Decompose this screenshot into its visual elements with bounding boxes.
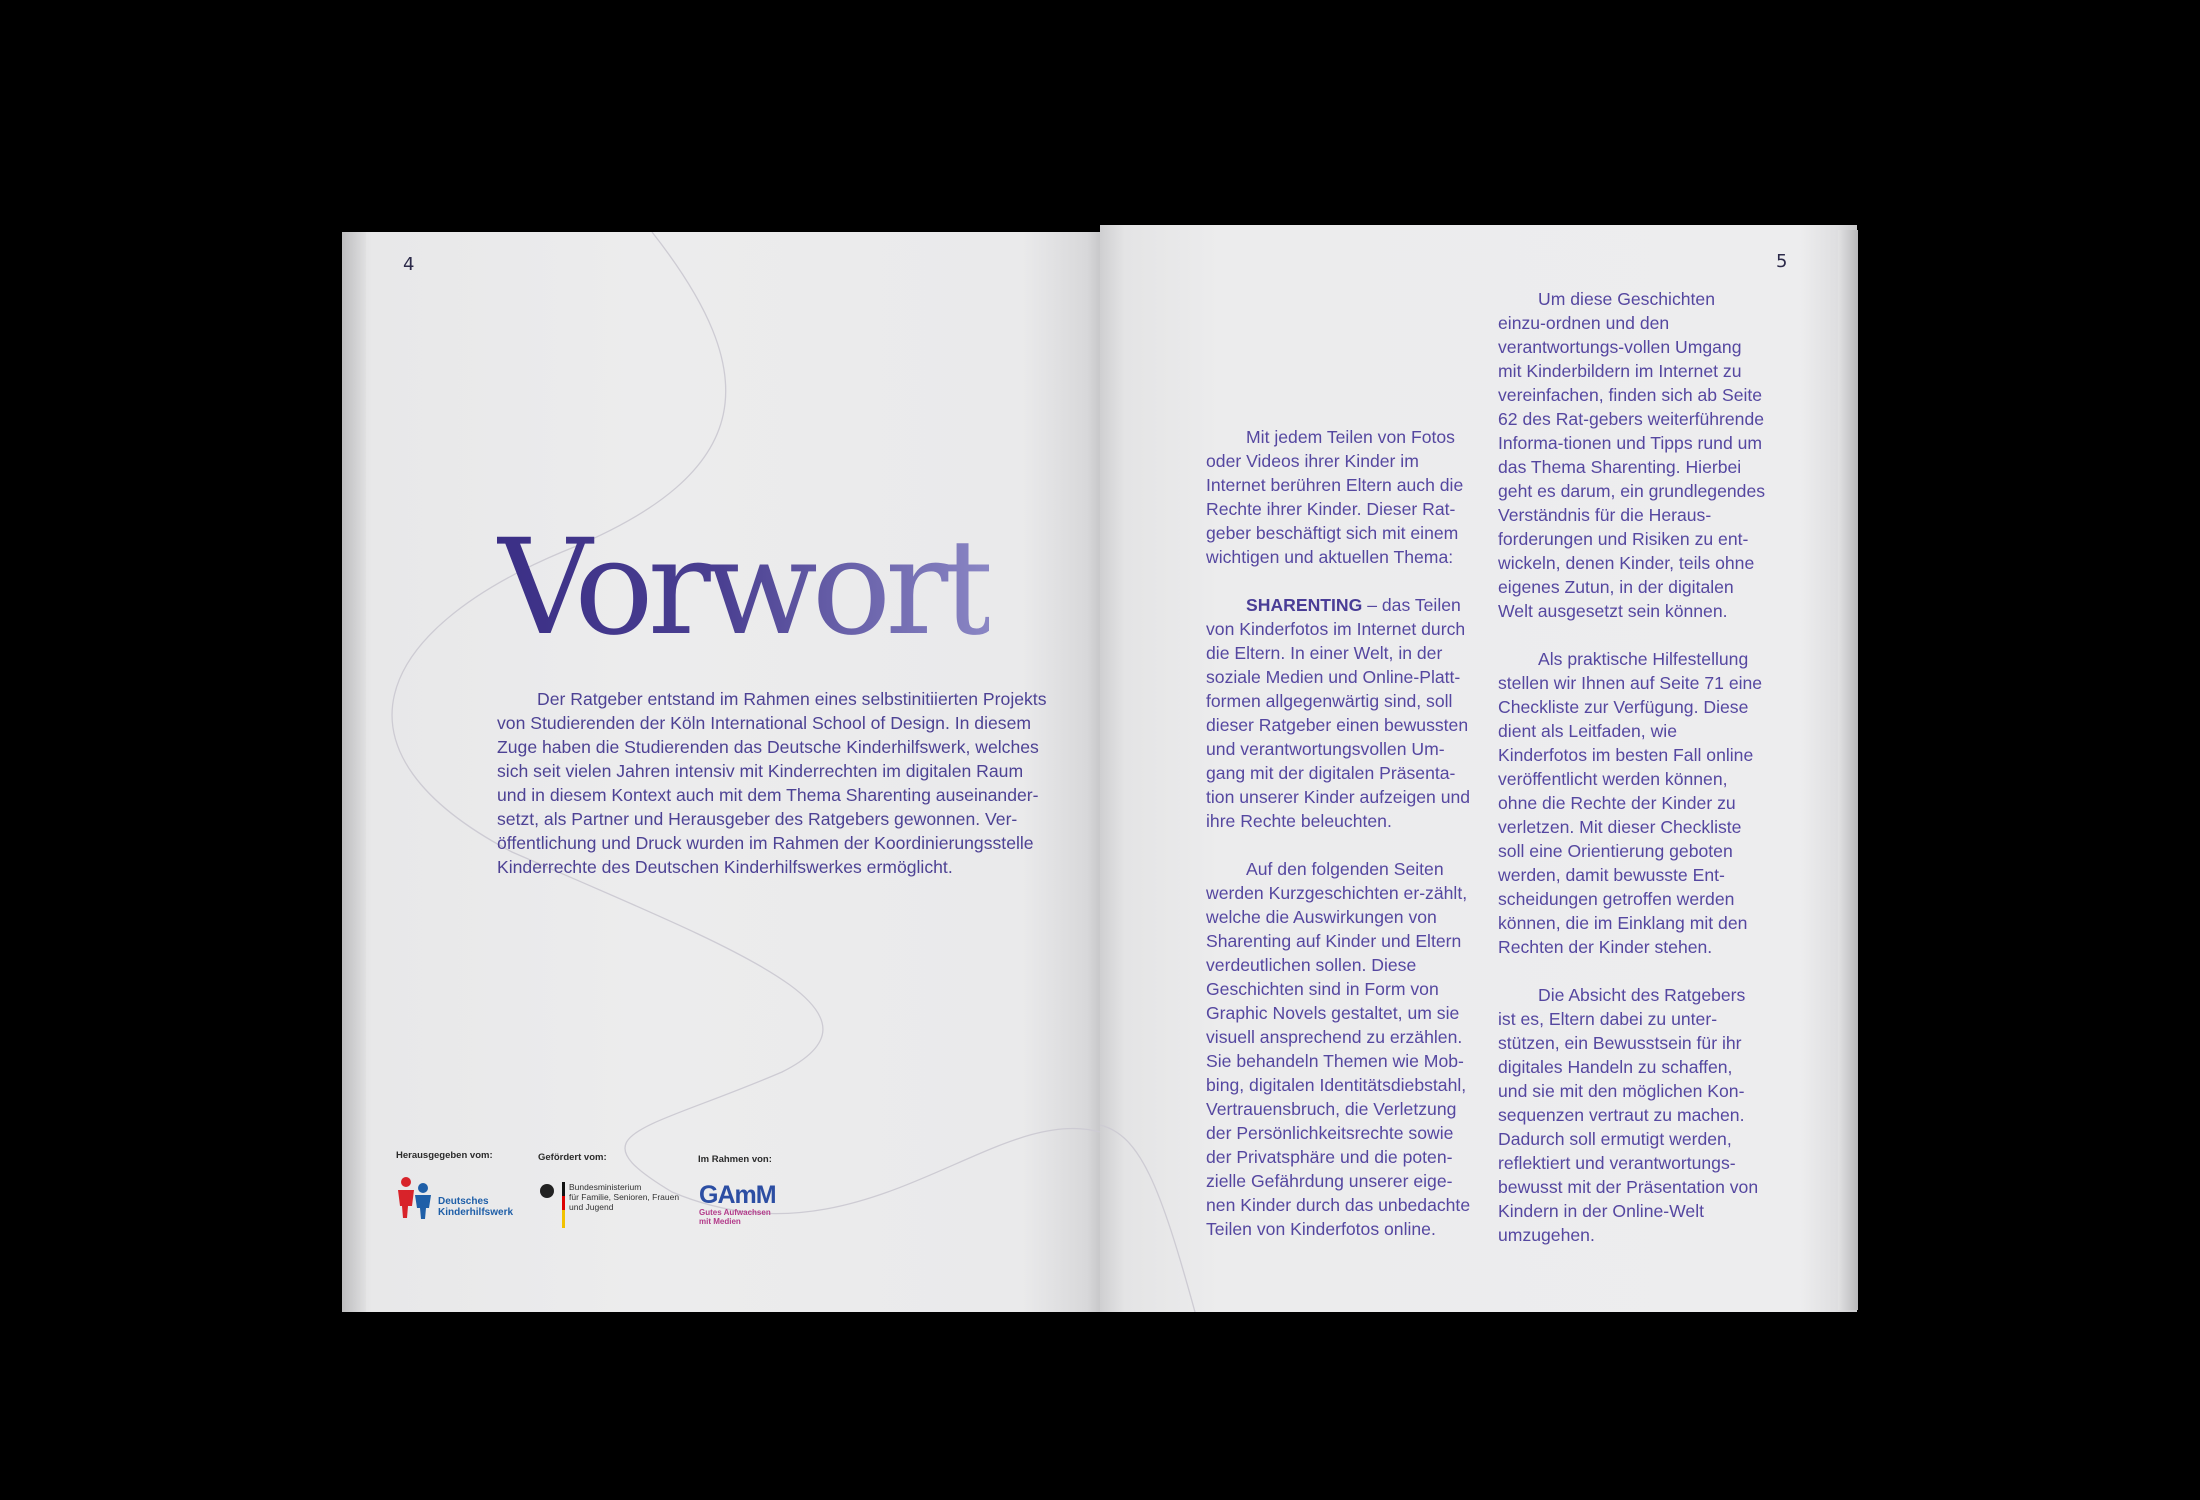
right-page [1100, 225, 1857, 1312]
col1-paragraph-3 [1206, 857, 1474, 1241]
col2-paragraph-3 [1498, 983, 1766, 1247]
bmfsfj-logo [538, 1180, 688, 1232]
gamm-logo-line1: Gutes Aufwachsen [699, 1208, 771, 1217]
col2-p3-text: Die Absicht des Ratgebers ist es, Eltern dabei zu unter-stützen, ein Bewusstsein für ihr digitales Handeln zu schaffen, und sie mit den möglichen Kon-sequenzen vertraut zu machen. Dadurch soll ermutigt werden, reflektiert und verantwortungs-bewusst mit der Präsentation von Kindern in der Online-Welt umzugehen. [1498, 985, 1759, 1245]
dkhw-logo-line1: Deutsches [438, 1196, 489, 1207]
sharenting-keyword: SHARENTING [1246, 595, 1363, 615]
children-figures-icon [396, 1176, 436, 1220]
published-label: Herausgegeben vom: [396, 1150, 493, 1161]
book-edge-left [342, 232, 366, 1312]
gamm-logo-mark: GAmM [699, 1181, 776, 1209]
bmfsfj-logo-line2: für Familie, Senioren, Frauen [569, 1192, 680, 1202]
dkhw-logo [396, 1176, 516, 1222]
left-page [342, 232, 1100, 1312]
col1-p3-text: Auf den folgenden Seiten werden Kurzgeschichten er-zählt, welche die Auswirkungen von Sharenting auf Kinder und Eltern verdeutlichen sollen. Diese Geschichten sind in Form von Graphic Novels gestaltet, um sie visuell ansprechend zu erzählen. Sie behandeln Themen wie Mob-bing, digitalen Identitätsdiebstahl, Vertrauensbruch, die Verletzung der Persönlichkeitsrechte sowie der Privatsphäre und die poten-zielle Gefährdung unserer eige-nen Kinder durch das unbedachte Teilen von Kinderfotos online. [1206, 859, 1471, 1239]
text-column-1 [1206, 425, 1474, 1265]
intro-paragraph [497, 687, 1057, 879]
bmfsfj-logo-line1: Bundesministerium [569, 1182, 642, 1192]
gamm-logo-line2: mit Medien [699, 1217, 741, 1226]
col2-paragraph-2 [1498, 647, 1766, 959]
page-number: 5 [1776, 251, 1788, 272]
col1-p1-text: Mit jedem Teilen von Fotos oder Videos ihrer Kinder im Internet berühren Eltern auch die Rechte ihrer Kinder. Dieser Rat-geber beschäftigt sich mit einem wichtigen und aktuellen Thema: [1206, 427, 1464, 567]
col1-paragraph-2 [1206, 593, 1474, 833]
dkhw-logo-line2: Kinderhilfswerk [438, 1207, 514, 1218]
federal-eagle-icon [538, 1180, 566, 1232]
page-title: Vorwort [497, 511, 990, 665]
col2-p2-text: Als praktische Hilfestellung stellen wir Ihnen auf Seite 71 eine Checkliste zur Verfügung. Diese dient als Leitfaden, wie Kinderfotos im besten Fall online veröffentlicht werden können, ohne die Rechte der Kinder zu verletzen. Mit dieser Checkliste soll eine Orientierung geboten werden, damit bewusste Ent-scheidungen getroffen werden können, die im Einklang mit den Rechten der Kinder stehen. [1498, 649, 1763, 957]
col2-paragraph-1 [1498, 287, 1766, 623]
col2-p1-text: Um diese Geschichten einzu-ordnen und den verantwortungs-vollen Umgang mit Kinderbildern im Internet zu vereinfachen, finden sich ab Seite 62 des Rat-gebers weiterführende Informa-tionen und Tipps rund um das Thema Sharenting. Hierbei geht es darum, ein grundlegendes Verständnis für die Heraus-forderungen und Risiken zu ent-wickeln, denen Kinder, teils ohne eigenes Zutun, in der digitalen Welt ausgesetzt sein können. [1498, 289, 1766, 621]
col1-p2-text: – das Teilen von Kinderfotos im Internet durch die Eltern. In einer Welt, in der soziale Medien und Online-Platt-formen allgegenwärtig sind, soll dieser Ratgeber einen bewussten und verantwortungsvollen Um-gang mit der digitalen Präsenta-tion unserer Kinder aufzeigen und ihre Rechte beleuchten. [1206, 595, 1471, 831]
col1-paragraph-1 [1206, 425, 1474, 569]
gamm-logo [699, 1182, 809, 1232]
book-edge-right [1838, 230, 1858, 1310]
funded-label: Gefördert vom: [538, 1152, 607, 1163]
page-number: 4 [403, 254, 415, 275]
text-column-2 [1498, 287, 1766, 1271]
framework-label: Im Rahmen von: [698, 1154, 772, 1165]
intro-text: Der Ratgeber entstand im Rahmen eines selbstinitiierten Projekts von Studierenden der Köln International School of Design. In diesem Zuge haben die Studierenden das Deutsche Kinderhilfswerk, welches sich seit vielen Jahren intensiv mit Kinderrechten im digitalen Raum und in diesem Kontext auch mit dem Thema Sharenting auseinander-setzt, als Partner und Herausgeber des Ratgebers gewonnen. Ver-öffentlichung und Druck wurden im Rahmen der Koordinierungsstelle Kinderrechte des Deutschen Kinderhilfswerkes ermöglicht. [497, 689, 1047, 877]
bmfsfj-logo-line3: und Jugend [569, 1202, 614, 1212]
